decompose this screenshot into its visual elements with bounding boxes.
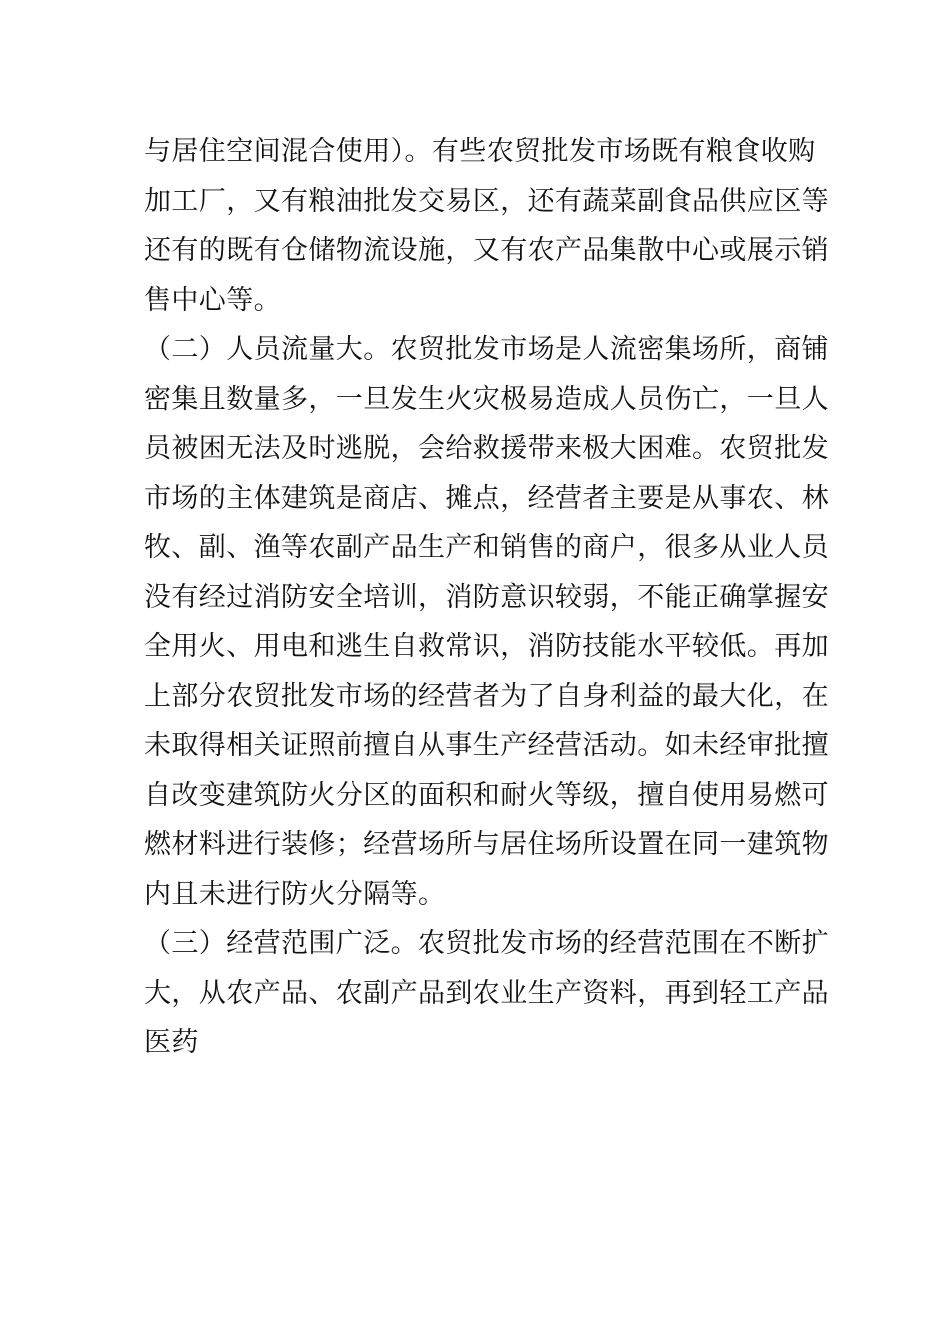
text-line: 大，从农产品、农副产品到农业生产资料，再到轻工产品: [144, 977, 829, 1009]
text-line: 燃材料进行装修；经营场所与居住场所设置在同一建筑物: [144, 829, 829, 860]
text-line: 售中心等。: [144, 284, 281, 316]
text-line: 全用火、用电和逃生自救常识，消防技能水平较低。再加: [144, 631, 829, 662]
text-line: 自改变建筑防火分区的面积和耐火等级，擅自使用易燃可: [144, 779, 829, 811]
body-text: [144, 127, 829, 1068]
text-line: 内且未进行防火分隔等。: [144, 878, 446, 910]
text-line: 医药: [144, 1027, 199, 1058]
text-line: 没有经过消防安全培训，消防意识较弱，不能正确掌握安: [144, 581, 829, 613]
text-line: （二）人员流量大。农贸批发市场是人流密集场所，商铺: [144, 334, 829, 365]
text-line: 未取得相关证照前擅自从事生产经营活动。如未经审批擅: [144, 730, 829, 761]
text-line: 员被困无法及时逃脱，会给救援带来极大困难。农贸批发: [144, 433, 829, 464]
text-line: 牧、副、渔等农副产品生产和销售的商户，很多从业人员: [144, 532, 829, 563]
text-line: 加工厂，又有粮油批发交易区，还有蔬菜副食品供应区等: [144, 185, 829, 217]
text-line: 密集且数量多，一旦发生火灾极易造成人员伤亡，一旦人: [144, 383, 829, 415]
text-line: 还有的既有仓储物流设施，又有农产品集散中心或展示销: [144, 235, 829, 266]
text-line: （三）经营范围广泛。农贸批发市场的经营范围在不断扩: [144, 928, 829, 959]
text-line: 市场的主体建筑是商店、摊点，经营者主要是从事农、林: [144, 482, 829, 514]
text-line: 与居住空间混合使用）。有些农贸批发市场既有粮食收购: [144, 136, 816, 167]
text-line: 上部分农贸批发市场的经营者为了自身利益的最大化，在: [144, 680, 829, 712]
